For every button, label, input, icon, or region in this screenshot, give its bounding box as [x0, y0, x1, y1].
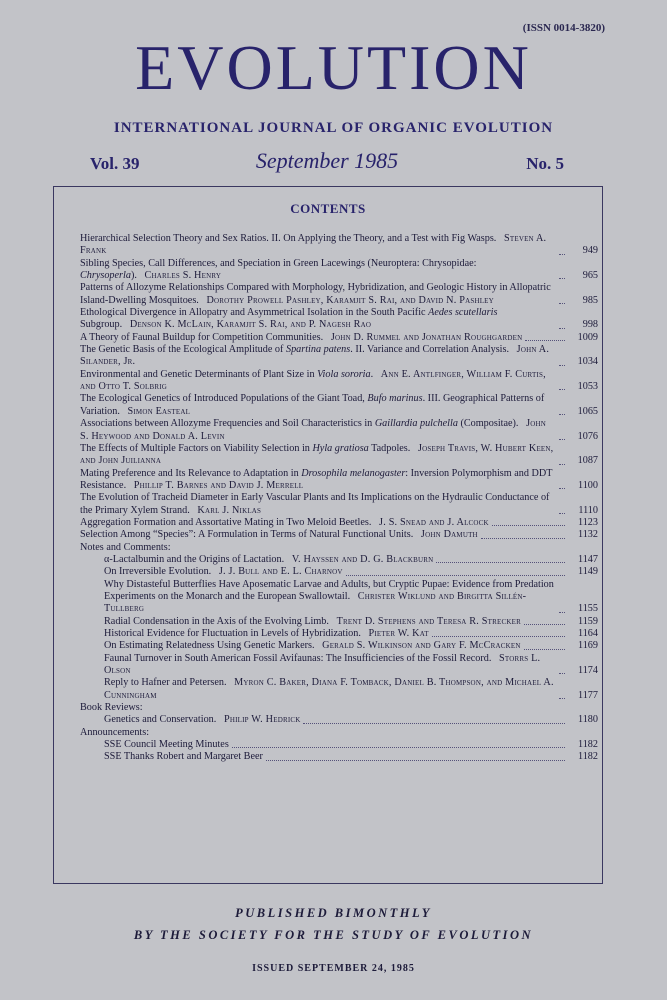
- page-number: 949: [582, 245, 598, 257]
- toc-note-entry[interactable]: [80, 653, 598, 678]
- article-authors: Philip W. Hedrick: [223, 714, 301, 726]
- toc-entry[interactable]: [80, 344, 598, 369]
- toc-announcement-entry[interactable]: [80, 739, 598, 751]
- article-authors: J. S. Snead and J. Alcock: [379, 516, 489, 528]
- article-authors: Christer Wiklund and Birgitta Sillén-Tullberg: [104, 590, 527, 615]
- article-authors: Joseph Travis, W. Hubert Keen, and John Juilianna: [80, 442, 554, 467]
- page-number: 1182: [578, 739, 598, 751]
- toc-entry[interactable]: [80, 443, 598, 468]
- toc-entry[interactable]: [80, 468, 598, 493]
- article-title: SSE Thanks Robert and Margaret Beer: [104, 751, 263, 763]
- article-authors: Pieter W. Kat: [368, 628, 429, 639]
- page-number: 1100: [578, 479, 598, 491]
- page-number: 1147: [578, 553, 598, 565]
- toc-entry[interactable]: [80, 529, 598, 541]
- article-title: Faunal Turnover in South American Fossil Avifaunas: The Insufficiencies of the Fossil Record.: [104, 652, 492, 664]
- issue-info: [90, 148, 564, 174]
- article-authors: Denson K. McLain, Karamjit S. Rai, and P. Nagesh Rao: [129, 319, 372, 331]
- toc-note-entry[interactable]: [80, 566, 598, 578]
- taxon-name: Hyla gratiosa: [312, 442, 369, 454]
- toc-entry[interactable]: [80, 517, 598, 529]
- article-authors: J. J. Bull and E. L. Charnov: [218, 566, 343, 578]
- article-authors: Trent D. Stephens and Teresa R. Strecker: [336, 615, 521, 627]
- article-authors: Simon Easteal: [127, 405, 191, 417]
- article-authors: Phillip T. Barnes and David J. Merrell: [133, 479, 304, 491]
- page-number: 1076: [577, 430, 598, 442]
- page-number: 1009: [577, 331, 598, 343]
- issue-number: No. 5: [526, 154, 564, 173]
- toc-note-entry[interactable]: [80, 677, 598, 702]
- page-number: 1065: [577, 405, 598, 417]
- article-title-cont: . II. Variance and Correlation Analysis.: [350, 344, 510, 356]
- taxon-name: Spartina patens: [285, 344, 351, 356]
- page-number: 1110: [578, 504, 598, 516]
- article-title: Hierarchical Selection Theory and Sex Ratios. II. On Applying the Theory, and a Test with Fig Wasps.: [80, 233, 497, 244]
- article-title-cont: . III. Geographical Patterns of Variation.: [80, 393, 545, 417]
- article-authors: Karl J. Niklas: [197, 504, 262, 516]
- page-number: 1155: [578, 603, 598, 615]
- taxon-name: Gaillardia pulchella: [374, 418, 458, 430]
- toc-entry[interactable]: [80, 233, 598, 258]
- page-number: 1177: [578, 689, 598, 701]
- article-title: The Effects of Multiple Factors on Viability Selection in: [80, 442, 313, 454]
- page-number: 1174: [578, 665, 598, 677]
- taxon-name: Viola sororia: [317, 368, 371, 380]
- notes-heading: Notes and Comments:: [80, 541, 171, 553]
- article-title: Mating Preference and Its Relevance to Adaptation in: [80, 467, 302, 479]
- article-title: A Theory of Faunal Buildup for Competition Communities.: [80, 331, 324, 343]
- page-number: 998: [582, 319, 598, 331]
- taxon-name: Aedes scutellaris: [428, 307, 498, 319]
- taxon-name: Drosophila melanogaster: [301, 467, 406, 479]
- toc-entry[interactable]: [80, 307, 598, 332]
- journal-masthead: EVOLUTION: [135, 32, 532, 103]
- page-number: 985: [582, 294, 598, 306]
- article-authors: John D. Rummel and Jonathan Roughgarden: [330, 331, 523, 343]
- page-number: 1132: [578, 529, 598, 541]
- article-authors: John S. Heywood and Donald A. Levin: [80, 418, 547, 442]
- article-title: Associations between Allozyme Frequencies and Soil Characteristics in: [80, 418, 375, 430]
- toc-note-entry[interactable]: [80, 628, 598, 640]
- article-title: Historical Evidence for Fluctuation in Levels of Hybridization.: [104, 628, 361, 639]
- article-authors: John A. Silander, Jr.: [80, 344, 550, 368]
- article-title: Radial Condensation in the Axis of the Evolving Limb.: [104, 615, 329, 627]
- page-number: 965: [582, 270, 598, 282]
- page-number: 1164: [578, 628, 598, 639]
- article-title-cont: : Inversion Polymorphism and DDT Resistance.: [80, 467, 553, 491]
- toc-entry[interactable]: [80, 492, 598, 517]
- article-authors: Steven A. Frank: [80, 233, 547, 257]
- page-number: 1182: [578, 751, 598, 763]
- toc-note-entry[interactable]: [80, 579, 598, 616]
- taxon-name: Chrysoperla: [80, 270, 131, 282]
- article-title: The Genetic Basis of the Ecological Amplitude of: [80, 344, 286, 356]
- article-title: The Ecological Genetics of Introduced Populations of the Giant Toad,: [80, 393, 368, 405]
- article-title: Aggregation Formation and Assortative Mating in Two Meloid Beetles.: [80, 516, 372, 528]
- journal-subtitle: INTERNATIONAL JOURNAL OF ORGANIC EVOLUTION: [113, 120, 554, 136]
- toc-entry[interactable]: [80, 369, 598, 394]
- table-of-contents: [80, 233, 598, 764]
- article-authors: Charles S. Henry: [144, 270, 222, 282]
- page-number: 1149: [578, 566, 598, 578]
- article-title-cont: Tadpoles.: [368, 442, 411, 454]
- toc-entry[interactable]: [80, 258, 598, 283]
- article-title: Selection Among “Species”: A Formulation in Terms of Natural Functional Units.: [80, 529, 414, 541]
- page-number: 1034: [577, 356, 598, 368]
- toc-note-entry[interactable]: [80, 640, 598, 652]
- article-authors: Gerald S. Wilkinson and Gary F. McCracken: [322, 640, 521, 652]
- article-title-cont: ).: [130, 270, 137, 282]
- page-number: 1159: [578, 615, 598, 627]
- article-title: Sibling Species, Call Differences, and Speciation in Green Lacewings (Neuroptera: Chrysopidae:: [80, 257, 477, 269]
- publication-frequency: PUBLISHED BIMONTHLY: [235, 906, 432, 920]
- announcements-heading: Announcements:: [80, 726, 150, 738]
- volume-label: Vol. 39: [90, 154, 140, 173]
- toc-announcement-entry[interactable]: [80, 751, 598, 763]
- page-number: 1180: [578, 714, 598, 726]
- article-title: Reply to Hafner and Petersen.: [104, 677, 227, 689]
- toc-entry[interactable]: [80, 418, 598, 443]
- article-title-cont: (Compositae).: [457, 418, 519, 430]
- page-number: 1123: [578, 516, 598, 528]
- article-title: α-Lactalbumin and the Origins of Lactation.: [104, 553, 285, 565]
- toc-entry[interactable]: [80, 393, 598, 418]
- contents-box: [53, 186, 603, 884]
- article-title: The Evolution of Tracheid Diameter in Early Vascular Plants and Its Implications on the Hydraulic Conductance of the Primary Xylem Strand.: [80, 492, 550, 516]
- article-title: Environmental and Genetic Determinants of Plant Size in: [80, 368, 318, 380]
- page-number: 1087: [577, 455, 598, 467]
- taxon-name: Bufo marinus: [367, 393, 423, 405]
- page-number: 1053: [577, 381, 598, 393]
- article-title: Why Distasteful Butterflies Have Aposematic Larvae and Adults, but Cryptic Pupae: Evidence from Predation Experiments on the Monarch and the European Swallowtail.: [104, 578, 554, 602]
- issue-date: September 1985: [255, 148, 399, 173]
- article-authors: John Damuth: [420, 529, 478, 541]
- issn-label: (ISSN 0014-3820): [522, 22, 605, 34]
- publisher-line: BY THE SOCIETY FOR THE STUDY OF EVOLUTION: [133, 928, 534, 942]
- issue-date-line: ISSUED SEPTEMBER 24, 1985: [252, 963, 415, 974]
- contents-heading: CONTENTS: [290, 201, 366, 216]
- article-title-cont: Subgroup.: [80, 319, 123, 331]
- article-authors: Myron C. Baker, Diana F. Tomback, Daniel B. Thompson, and Michael A. Cunningham: [104, 677, 554, 701]
- page-number: 1169: [578, 640, 598, 652]
- article-title: Patterns of Allozyme Relationships Compared with Morphology, Hybridization, and Geologic History in Allopatric Island-Dwelling Mosquitoes.: [80, 282, 551, 306]
- article-title: SSE Council Meeting Minutes: [104, 739, 229, 751]
- article-authors: Dorothy Prowell Pashley, Karamjit S. Rai, and David N. Pashley: [206, 294, 494, 306]
- article-title: On Estimating Relatedness Using Genetic Markers.: [104, 640, 315, 652]
- toc-note-entry[interactable]: [80, 554, 598, 566]
- toc-review-entry[interactable]: [80, 714, 598, 726]
- book-reviews-heading: Book Reviews:: [80, 702, 143, 714]
- article-authors: V. Hayssen and D. G. Blackburn: [291, 553, 434, 565]
- toc-entry[interactable]: [80, 282, 598, 307]
- article-title: On Irreversible Evolution.: [104, 566, 212, 578]
- article-title-cont: .: [370, 368, 374, 380]
- article-authors: Storrs L. Olson: [104, 652, 541, 677]
- article-authors: Ann E. Antlfinger, William F. Curtis, and Otto T. Solbrig: [80, 368, 546, 393]
- toc-note-entry[interactable]: [80, 616, 598, 628]
- article-title: Genetics and Conservation.: [104, 714, 217, 726]
- article-title: Ethological Divergence in Allopatry and Asymmetrical Isolation in the South Pacific: [80, 307, 429, 319]
- toc-entry[interactable]: [80, 332, 598, 344]
